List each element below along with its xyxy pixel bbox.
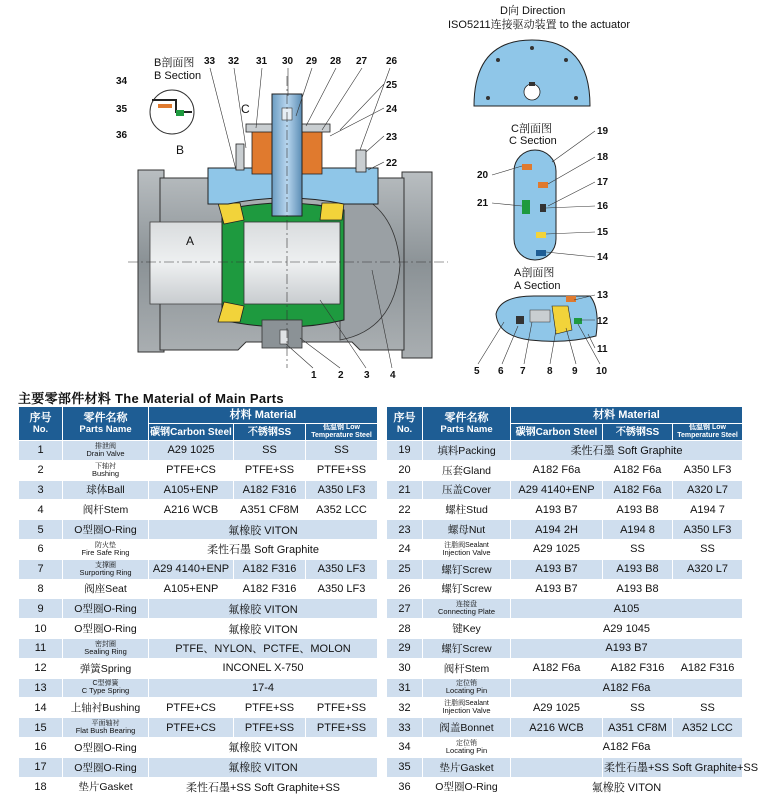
cell-carbon-steel: A29 1025 bbox=[511, 698, 603, 718]
cell-part-name bbox=[63, 638, 149, 658]
cell-stainless: A351 CF8M bbox=[234, 500, 306, 520]
table-row bbox=[387, 579, 743, 599]
cell-part-name bbox=[423, 599, 511, 619]
header-no-right: 序号 No. bbox=[387, 407, 423, 441]
callout-14: 14 bbox=[597, 252, 609, 263]
part-name-cn: 螺钉Screw bbox=[441, 642, 492, 655]
cell-part-name bbox=[423, 718, 511, 738]
cell-part-name bbox=[63, 500, 149, 520]
table-row bbox=[19, 480, 378, 500]
table-row bbox=[387, 480, 743, 500]
cell-no: 6 bbox=[19, 539, 63, 559]
d-direction-subtitle: ISO5211连接驱动装置 to the actuator bbox=[448, 19, 630, 31]
a-section-view bbox=[496, 296, 597, 341]
cell-no: 27 bbox=[387, 599, 423, 619]
cell-no: 18 bbox=[19, 777, 63, 797]
part-name-en: Locating Pin bbox=[445, 686, 488, 696]
part-name-cn: 压套Gland bbox=[441, 464, 492, 477]
part-name-cn: O型圈O-Ring bbox=[74, 524, 137, 537]
callout-2: 2 bbox=[338, 370, 344, 381]
cell-carbon-steel: A182 F6a bbox=[511, 460, 603, 480]
cell-low-temp: A352 LCC bbox=[673, 718, 743, 738]
cell-low-temp: SS bbox=[673, 539, 743, 559]
cell-no: 23 bbox=[387, 520, 423, 540]
cell-stainless: A193 B8 bbox=[603, 500, 673, 520]
cell-stainless: PTFE+SS bbox=[234, 698, 306, 718]
cell-stainless: PTFE+SS bbox=[234, 460, 306, 480]
part-name-cn: O型圈O-Ring bbox=[74, 623, 137, 636]
callout-23: 23 bbox=[386, 132, 398, 143]
callout-7: 7 bbox=[520, 366, 526, 377]
part-name-cn: 上轴衬Bushing bbox=[70, 702, 141, 715]
part-name-en: Injection Valve bbox=[442, 706, 491, 716]
cell-low-temp: PTFE+SS bbox=[306, 698, 378, 718]
callout-26: 26 bbox=[386, 56, 398, 67]
table-row bbox=[19, 777, 378, 797]
cell-low-temp: PTFE+SS bbox=[306, 718, 378, 738]
cell-stainless: A182 F316 bbox=[234, 579, 306, 599]
cell-low-temp bbox=[673, 579, 743, 599]
table-row bbox=[19, 757, 378, 777]
part-name-en: Flat Bush Bearing bbox=[75, 726, 136, 736]
part-name-cn: 密封圈 bbox=[95, 640, 116, 648]
part-name-cn: 连接盘 bbox=[456, 601, 477, 609]
cell-stainless: A182 F6a bbox=[603, 480, 673, 500]
callout-13: 13 bbox=[597, 290, 609, 301]
cell-material-span: A193 B7 bbox=[511, 638, 743, 658]
callout-24: 24 bbox=[386, 104, 398, 115]
cell-material-span: 柔性石墨 Soft Graphite bbox=[149, 539, 378, 559]
materials-body-right bbox=[387, 441, 758, 797]
cell-carbon-steel: A29 1025 bbox=[149, 441, 234, 461]
header-parts-name-right: 零件名称 Parts Name bbox=[423, 407, 511, 441]
part-name-cn: 注脂阀Sealant bbox=[444, 541, 489, 549]
part-name-en: Sealing Ring bbox=[84, 646, 127, 656]
callout-27: 27 bbox=[356, 56, 368, 67]
cell-low-temp: A194 7 bbox=[673, 500, 743, 520]
cell-no: 32 bbox=[387, 698, 423, 718]
part-name-cn: 防火垫 bbox=[95, 541, 116, 549]
part-name-cn: 排泄阀 bbox=[95, 442, 116, 450]
part-name-cn: 阀杆Stem bbox=[443, 662, 490, 675]
table-row bbox=[387, 559, 743, 579]
table-row bbox=[387, 658, 743, 678]
part-name-cn: 定位销 bbox=[456, 739, 477, 747]
cell-part-name bbox=[423, 698, 511, 718]
cell-part-name bbox=[423, 777, 511, 797]
table-row bbox=[387, 441, 743, 461]
cell-no: 3 bbox=[19, 480, 63, 500]
part-name-cn: 压盖Cover bbox=[441, 484, 491, 497]
cell-stainless: A182 F316 bbox=[234, 480, 306, 500]
callout-9: 9 bbox=[572, 366, 578, 377]
cell-carbon-steel: A194 2H bbox=[511, 520, 603, 540]
cell-carbon-steel: PTFE+CS bbox=[149, 718, 234, 738]
table-row bbox=[387, 737, 743, 757]
cell-no: 20 bbox=[387, 460, 423, 480]
cell-no: 29 bbox=[387, 638, 423, 658]
part-name-cn: 阀盖Bonnet bbox=[439, 722, 494, 735]
cell-no: 21 bbox=[387, 480, 423, 500]
part-name-cn: O型圈O-Ring bbox=[74, 741, 137, 754]
cell-part-name bbox=[423, 638, 511, 658]
cell-no: 24 bbox=[387, 539, 423, 559]
cell-low-temp: A182 F316 bbox=[673, 658, 743, 678]
cell-no: 35 bbox=[387, 757, 423, 777]
cell-part-name bbox=[423, 539, 511, 559]
table-row bbox=[387, 638, 743, 658]
cell-part-name bbox=[63, 678, 149, 698]
cell-carbon-steel bbox=[511, 757, 603, 777]
cell-material-span: 氟橡胶 VITON bbox=[149, 619, 378, 639]
table-row bbox=[19, 619, 378, 639]
cell-no: 30 bbox=[387, 658, 423, 678]
cell-part-name bbox=[63, 599, 149, 619]
a-section-title-cn: A剖面图 bbox=[514, 267, 555, 279]
callout-16: 16 bbox=[597, 201, 609, 212]
table-row bbox=[387, 500, 743, 520]
table-row bbox=[19, 579, 378, 599]
table-row bbox=[387, 520, 743, 540]
cell-material-span: A29 1045 bbox=[511, 619, 743, 639]
cell-no: 11 bbox=[19, 638, 63, 658]
cell-no: 7 bbox=[19, 559, 63, 579]
cell-part-name bbox=[423, 559, 511, 579]
cell-no: 16 bbox=[19, 737, 63, 757]
callout-36: 36 bbox=[116, 130, 128, 141]
part-name-en: Drain Valve bbox=[86, 448, 125, 458]
callout-5: 5 bbox=[474, 366, 480, 377]
callout-11: 11 bbox=[597, 344, 608, 355]
cell-stainless: A193 B8 bbox=[603, 579, 673, 599]
cell-no: 13 bbox=[19, 678, 63, 698]
cell-part-name bbox=[63, 441, 149, 461]
cell-part-name bbox=[423, 520, 511, 540]
part-name-cn: 注脂阀Sealant bbox=[444, 700, 489, 708]
part-name-en: Injection Valve bbox=[442, 547, 491, 557]
cell-no: 1 bbox=[19, 441, 63, 461]
cell-part-name bbox=[63, 480, 149, 500]
cell-carbon-steel: A182 F6a bbox=[511, 658, 603, 678]
cell-carbon-steel: A105+ENP bbox=[149, 480, 234, 500]
cell-carbon-steel: A29 4140+ENP bbox=[149, 559, 234, 579]
d-direction-view bbox=[474, 40, 590, 106]
b-section-title-cn: B剖面图 bbox=[154, 57, 195, 69]
header-carbon-steel-right: 碳钢Carbon Steel bbox=[511, 424, 603, 441]
cell-carbon-steel: A29 4140+ENP bbox=[511, 480, 603, 500]
callout-20: 20 bbox=[477, 170, 489, 181]
cell-no: 2 bbox=[19, 460, 63, 480]
part-name-cn: O型圈O-Ring bbox=[74, 603, 137, 616]
callout-29: 29 bbox=[306, 56, 318, 67]
cell-stainless: A194 8 bbox=[603, 520, 673, 540]
cell-part-name bbox=[63, 559, 149, 579]
part-name-cn: 下轴衬 bbox=[95, 462, 116, 470]
cell-material-span: 柔性石墨+SS Soft Graphite+SS bbox=[149, 777, 378, 797]
callout-3: 3 bbox=[364, 370, 370, 381]
cell-part-name bbox=[423, 737, 511, 757]
cell-part-name bbox=[63, 658, 149, 678]
cell-no: 17 bbox=[19, 757, 63, 777]
cell-material-span: 氟橡胶 VITON bbox=[149, 599, 378, 619]
part-name-cn: C型弹簧 bbox=[92, 680, 119, 688]
cell-no: 14 bbox=[19, 698, 63, 718]
table-row bbox=[387, 539, 743, 559]
cell-part-name bbox=[63, 757, 149, 777]
part-name-cn: 定位销 bbox=[456, 680, 477, 688]
cell-carbon-steel: A216 WCB bbox=[149, 500, 234, 520]
part-name-cn: O型圈O-Ring bbox=[74, 761, 137, 774]
table-row bbox=[19, 539, 378, 559]
cell-carbon-steel: PTFE+CS bbox=[149, 460, 234, 480]
cell-material-span: A105 bbox=[511, 599, 743, 619]
cell-part-name bbox=[63, 777, 149, 797]
cell-part-name bbox=[423, 658, 511, 678]
cell-part-name bbox=[63, 579, 149, 599]
cell-stainless: SS bbox=[603, 539, 673, 559]
callout-28: 28 bbox=[330, 56, 342, 67]
cell-low-temp: A320 L7 bbox=[673, 559, 743, 579]
cell-stainless: A351 CF8M bbox=[603, 718, 673, 738]
label-a: A bbox=[186, 234, 195, 248]
part-name-en: C Type Spring bbox=[81, 686, 130, 696]
part-name-cn: 垫片Gasket bbox=[439, 761, 494, 774]
callout-10: 10 bbox=[596, 366, 608, 377]
cell-stainless: A193 B8 bbox=[603, 559, 673, 579]
cell-no: 5 bbox=[19, 520, 63, 540]
table-row bbox=[387, 460, 743, 480]
cell-low-temp: A320 L7 bbox=[673, 480, 743, 500]
header-material-right: 材料 Material bbox=[511, 407, 743, 424]
cell-material-span: A182 F6a bbox=[511, 737, 743, 757]
cell-low-temp: SS bbox=[673, 698, 743, 718]
b-section-detail bbox=[150, 90, 194, 134]
cell-no: 12 bbox=[19, 658, 63, 678]
d-direction-title: D向 Direction bbox=[500, 5, 566, 17]
table-row bbox=[387, 777, 743, 797]
header-parts-name: 零件名称 Parts Name bbox=[63, 407, 149, 441]
cell-stainless: A182 F316 bbox=[603, 658, 673, 678]
part-name-cn: 支撑圈 bbox=[95, 561, 116, 569]
cell-carbon-steel: PTFE+CS bbox=[149, 698, 234, 718]
cell-stainless: A182 F6a bbox=[603, 460, 673, 480]
cell-part-name bbox=[423, 441, 511, 461]
part-name-cn: 平面轴衬 bbox=[91, 720, 120, 728]
cell-material-span: INCONEL X-750 bbox=[149, 658, 378, 678]
cell-carbon-steel: A105+ENP bbox=[149, 579, 234, 599]
callout-22: 22 bbox=[386, 158, 398, 169]
table-row bbox=[19, 460, 378, 480]
header-stainless-right: 不锈钢SS bbox=[603, 424, 673, 441]
cell-part-name bbox=[63, 698, 149, 718]
callout-6: 6 bbox=[498, 366, 504, 377]
cell-carbon-steel: A193 B7 bbox=[511, 559, 603, 579]
part-name-en: Connecting Plate bbox=[437, 607, 496, 617]
cell-stainless: SS bbox=[603, 698, 673, 718]
callout-18: 18 bbox=[597, 152, 609, 163]
part-name-en: Bushing bbox=[91, 468, 120, 478]
cell-no: 28 bbox=[387, 619, 423, 639]
cell-part-name bbox=[423, 579, 511, 599]
cell-carbon-steel: A193 B7 bbox=[511, 500, 603, 520]
cell-material-span: 17-4 bbox=[149, 678, 378, 698]
part-name-cn: 阀杆Stem bbox=[82, 504, 129, 517]
cell-carbon-steel: A29 1025 bbox=[511, 539, 603, 559]
cell-no: 31 bbox=[387, 678, 423, 698]
callout-17: 17 bbox=[597, 177, 609, 188]
part-name-cn: 填料Packing bbox=[437, 444, 496, 457]
header-stainless: 不锈钢SS bbox=[234, 424, 306, 441]
b-section-title-en: B Section bbox=[154, 70, 202, 82]
cell-part-name bbox=[63, 619, 149, 639]
cell-part-name bbox=[63, 460, 149, 480]
cell-low-temp: A352 LCC bbox=[306, 500, 378, 520]
materials-table-right bbox=[386, 406, 758, 797]
cell-part-name bbox=[423, 480, 511, 500]
cell-no: 26 bbox=[387, 579, 423, 599]
cell-material-span: 柔性石墨 Soft Graphite bbox=[511, 441, 743, 461]
header-no: 序号 No. bbox=[19, 407, 63, 441]
part-name-cn: 螺柱Stud bbox=[445, 504, 488, 517]
table-row bbox=[19, 737, 378, 757]
cell-low-temp: A350 LF3 bbox=[673, 460, 743, 480]
part-name-en: Locating Pin bbox=[445, 745, 488, 755]
part-name-cn: 键Key bbox=[452, 623, 481, 636]
section-title: 主要零部件材料 The Material of Main Parts bbox=[18, 391, 284, 406]
cell-part-name bbox=[423, 757, 511, 777]
cell-low-temp: A350 LF3 bbox=[306, 480, 378, 500]
header-carbon-steel: 碳钢Carbon Steel bbox=[149, 424, 234, 441]
header-material: 材料 Material bbox=[149, 407, 378, 424]
part-name-en: Surporting Ring bbox=[79, 567, 132, 577]
cell-part-name bbox=[423, 460, 511, 480]
callout-21: 21 bbox=[477, 198, 489, 209]
cell-carbon-steel: A216 WCB bbox=[511, 718, 603, 738]
callout-12: 12 bbox=[597, 316, 609, 327]
cell-part-name bbox=[63, 737, 149, 757]
cell-no: 36 bbox=[387, 777, 423, 797]
part-name-cn: 垫片Gasket bbox=[78, 781, 133, 794]
table-row bbox=[19, 638, 378, 658]
part-name-cn: 弹簧Spring bbox=[79, 662, 132, 675]
cell-no: 4 bbox=[19, 500, 63, 520]
cell-stainless: A182 F316 bbox=[234, 559, 306, 579]
cell-part-name bbox=[423, 619, 511, 639]
cell-material-span: 柔性石墨+SS Soft Graphite+SS bbox=[603, 757, 743, 777]
table-row bbox=[19, 441, 378, 461]
table-row bbox=[387, 698, 743, 718]
cell-no: 9 bbox=[19, 599, 63, 619]
table-row bbox=[19, 718, 378, 738]
cell-part-name bbox=[63, 520, 149, 540]
cell-material-span: 氟橡胶 VITON bbox=[149, 737, 378, 757]
cell-low-temp: PTFE+SS bbox=[306, 460, 378, 480]
cell-low-temp: A350 LF3 bbox=[673, 520, 743, 540]
callout-35: 35 bbox=[116, 104, 128, 115]
cell-low-temp: A350 LF3 bbox=[306, 579, 378, 599]
table-row bbox=[19, 520, 378, 540]
c-section-title-cn: C剖面图 bbox=[511, 123, 552, 135]
cell-no: 22 bbox=[387, 500, 423, 520]
cell-part-name bbox=[423, 500, 511, 520]
cell-low-temp: A350 LF3 bbox=[306, 559, 378, 579]
part-name-cn: 球体Ball bbox=[86, 484, 125, 497]
cell-no: 33 bbox=[387, 718, 423, 738]
table-row bbox=[19, 678, 378, 698]
cell-no: 34 bbox=[387, 737, 423, 757]
callout-31: 31 bbox=[256, 56, 268, 67]
table-row bbox=[19, 559, 378, 579]
cell-part-name bbox=[63, 539, 149, 559]
cell-stainless: SS bbox=[234, 441, 306, 461]
callout-34: 34 bbox=[116, 76, 128, 87]
cell-no: 19 bbox=[387, 441, 423, 461]
table-row bbox=[387, 718, 743, 738]
callout-4: 4 bbox=[390, 370, 396, 381]
header-low-temp: 低温钢 Low Temperature Steel bbox=[306, 424, 378, 441]
cell-part-name bbox=[423, 678, 511, 698]
callout-25: 25 bbox=[386, 80, 398, 91]
a-section-title-en: A Section bbox=[514, 280, 561, 292]
table-row bbox=[387, 757, 743, 777]
callout-33: 33 bbox=[204, 56, 216, 67]
table-row bbox=[19, 658, 378, 678]
cell-no: 10 bbox=[19, 619, 63, 639]
cell-stainless: PTFE+SS bbox=[234, 718, 306, 738]
callout-15: 15 bbox=[597, 227, 609, 238]
cell-material-span: 氟橡胶 VITON bbox=[149, 757, 378, 777]
cell-material-span: 氟橡胶 VITON bbox=[511, 777, 743, 797]
table-row bbox=[387, 599, 743, 619]
part-name-cn: 螺钉Screw bbox=[441, 583, 492, 596]
part-name-cn: O型圈O-Ring bbox=[435, 781, 498, 794]
c-section-title-en: C Section bbox=[509, 135, 557, 147]
label-b: B bbox=[176, 143, 185, 157]
part-name-cn: 阀座Seat bbox=[84, 583, 127, 596]
cell-part-name bbox=[63, 718, 149, 738]
table-row bbox=[19, 500, 378, 520]
part-name-cn: 螺母Nut bbox=[447, 524, 486, 537]
label-c: C bbox=[241, 102, 250, 116]
cell-low-temp: SS bbox=[306, 441, 378, 461]
cell-no: 15 bbox=[19, 718, 63, 738]
callout-19: 19 bbox=[597, 126, 609, 137]
callout-8: 8 bbox=[547, 366, 553, 377]
callout-30: 30 bbox=[282, 56, 294, 67]
cell-material-span: PTFE、NYLON、PCTFE、MOLON bbox=[149, 638, 378, 658]
cell-material-span: A182 F6a bbox=[511, 678, 743, 698]
cell-no: 8 bbox=[19, 579, 63, 599]
table-row bbox=[387, 678, 743, 698]
table-row bbox=[19, 698, 378, 718]
callout-1: 1 bbox=[311, 370, 317, 381]
materials-table-left bbox=[18, 406, 378, 797]
table-row bbox=[387, 619, 743, 639]
materials-body-left bbox=[19, 441, 378, 797]
valve-drawing bbox=[0, 0, 758, 390]
cell-material-span: 氟橡胶 VITON bbox=[149, 520, 378, 540]
part-name-cn: 螺钉Screw bbox=[441, 563, 492, 576]
cell-carbon-steel: A193 B7 bbox=[511, 579, 603, 599]
table-row bbox=[19, 599, 378, 619]
cell-no: 25 bbox=[387, 559, 423, 579]
callout-32: 32 bbox=[228, 56, 240, 67]
header-low-temp-right: 低温钢 Low Temperature Steel bbox=[673, 424, 743, 441]
part-name-en: Fire Safe Ring bbox=[81, 547, 130, 557]
